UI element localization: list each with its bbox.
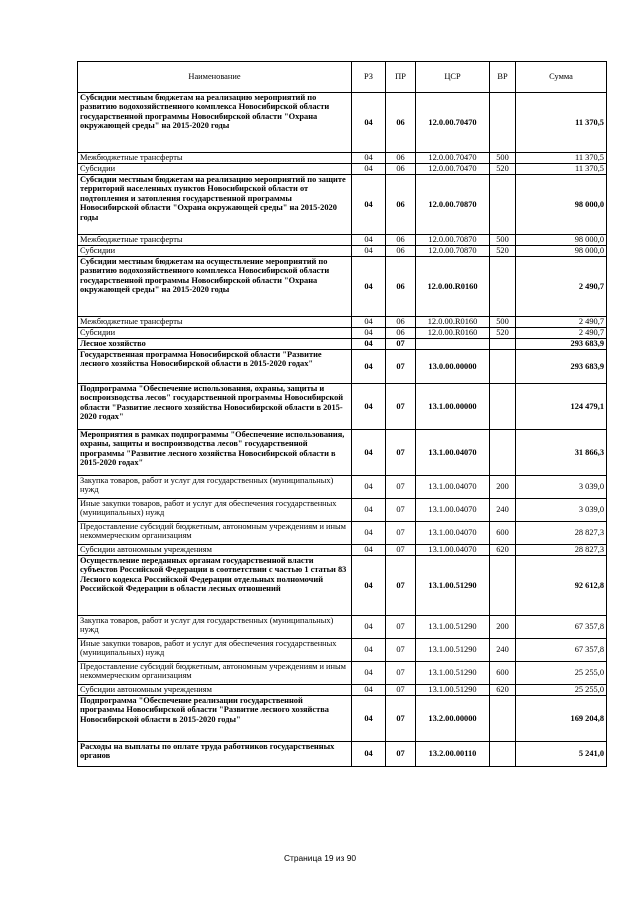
cell-name: Субсидии: [78, 328, 352, 339]
table-row: [78, 556, 607, 616]
cell-name: Субсидии автономным учреждениям: [78, 685, 352, 696]
cell-sum: 28 827,3: [516, 522, 607, 545]
cell-csr: 13.1.00.04070: [416, 476, 490, 499]
cell-name: Субсидии: [78, 246, 352, 257]
cell-pr: 07: [386, 476, 416, 499]
cell-pr: 06: [386, 175, 416, 235]
cell-name: Субсидии: [78, 164, 352, 175]
header-row: [78, 62, 607, 93]
table-row: [78, 662, 607, 685]
cell-pr: 06: [386, 317, 416, 328]
cell-rz: 04: [352, 662, 386, 685]
cell-rz: 04: [352, 742, 386, 767]
cell-csr: 12.0.00.70870: [416, 246, 490, 257]
cell-pr: 07: [386, 430, 416, 476]
cell-sum: 25 255,0: [516, 662, 607, 685]
budget-table: [77, 61, 607, 767]
cell-sum: 124 479,1: [516, 384, 607, 430]
table-row: [78, 639, 607, 662]
cell-rz: 04: [352, 257, 386, 317]
cell-name: Мероприятия в рамках подпрограммы "Обеспечение использования, охраны, защиты и воспроизводства лесов" государственной программы "Развитие лесного хозяйства Новосибирской области в 2015-2020 годах": [78, 430, 352, 476]
cell-vr: [490, 556, 516, 616]
cell-vr: 200: [490, 616, 516, 639]
header-vr: ВР: [490, 62, 516, 93]
cell-rz: 04: [352, 499, 386, 522]
cell-vr: [490, 257, 516, 317]
table-row: [78, 499, 607, 522]
cell-name: Субсидии автономным учреждениям: [78, 545, 352, 556]
table-row: [78, 317, 607, 328]
cell-pr: 07: [386, 339, 416, 350]
table-row: [78, 476, 607, 499]
cell-name: Подпрограмма "Обеспечение реализации государственной программы Новосибирской области "Развитие лесного хозяйства Новосибирской области в 2015-2020 годы": [78, 696, 352, 742]
cell-vr: 240: [490, 639, 516, 662]
cell-pr: 06: [386, 93, 416, 153]
cell-vr: [490, 339, 516, 350]
table-row: [78, 328, 607, 339]
cell-pr: 07: [386, 545, 416, 556]
cell-pr: 06: [386, 153, 416, 164]
cell-pr: 07: [386, 685, 416, 696]
cell-csr: 12.0.00.R0160: [416, 328, 490, 339]
header-csr: ЦСР: [416, 62, 490, 93]
header-pr: ПР: [386, 62, 416, 93]
cell-sum: 98 000,0: [516, 175, 607, 235]
cell-name: Предоставление субсидий бюджетным, автономным учреждениям и иным некоммерческим организациям: [78, 522, 352, 545]
cell-csr: 13.0.00.00000: [416, 350, 490, 384]
cell-sum: 293 683,9: [516, 350, 607, 384]
cell-rz: 04: [352, 545, 386, 556]
cell-sum: 2 490,7: [516, 328, 607, 339]
cell-sum: 3 039,0: [516, 476, 607, 499]
header-sum: Сумма: [516, 62, 607, 93]
cell-vr: 620: [490, 545, 516, 556]
cell-rz: 04: [352, 153, 386, 164]
cell-pr: 07: [386, 522, 416, 545]
cell-vr: [490, 384, 516, 430]
cell-name: Лесное хозяйство: [78, 339, 352, 350]
cell-sum: 67 357,8: [516, 616, 607, 639]
page-number: Страница 19 из 90: [283, 853, 357, 863]
cell-name: Субсидии местным бюджетам на реализацию мероприятий по защите территорий населенных пунктов Новосибирской области от подтопления и затопления государственной программы Новосибирской области "Охрана окружающей среды" на 2015-2020 годы: [78, 175, 352, 235]
cell-csr: 13.1.00.04070: [416, 499, 490, 522]
cell-rz: 04: [352, 350, 386, 384]
cell-vr: 600: [490, 662, 516, 685]
cell-sum: 2 490,7: [516, 257, 607, 317]
table-row: [78, 696, 607, 742]
cell-vr: 520: [490, 164, 516, 175]
cell-vr: [490, 742, 516, 767]
cell-sum: 5 241,0: [516, 742, 607, 767]
cell-name: Предоставление субсидий бюджетным, автономным учреждениям и иным некоммерческим организациям: [78, 662, 352, 685]
cell-csr: 13.1.00.51290: [416, 662, 490, 685]
cell-pr: 06: [386, 328, 416, 339]
cell-pr: 06: [386, 257, 416, 317]
table-row: [78, 742, 607, 767]
cell-rz: 04: [352, 93, 386, 153]
cell-sum: 293 683,9: [516, 339, 607, 350]
cell-csr: 13.1.00.04070: [416, 522, 490, 545]
cell-name: Субсидии местным бюджетам на реализацию мероприятий по развитию водохозяйственного комплекса Новосибирской области государственной программы Новосибирской области "Охрана окружающей среды" на 2015-2020 годы: [78, 93, 352, 153]
cell-rz: 04: [352, 328, 386, 339]
cell-sum: 169 204,8: [516, 696, 607, 742]
cell-csr: 12.0.00.70870: [416, 235, 490, 246]
cell-name: Межбюджетные трансферты: [78, 153, 352, 164]
cell-csr: 12.0.00.70470: [416, 164, 490, 175]
cell-vr: 500: [490, 153, 516, 164]
cell-name: Государственная программа Новосибирской области "Развитие лесного хозяйства Новосибирской области в 2015-2020 годах": [78, 350, 352, 384]
table-row: [78, 545, 607, 556]
cell-sum: 25 255,0: [516, 685, 607, 696]
cell-sum: 11 370,5: [516, 164, 607, 175]
table-row: [78, 522, 607, 545]
cell-vr: 200: [490, 476, 516, 499]
cell-rz: 04: [352, 339, 386, 350]
cell-sum: 3 039,0: [516, 499, 607, 522]
cell-csr: [416, 339, 490, 350]
table-row: [78, 235, 607, 246]
cell-pr: 07: [386, 499, 416, 522]
cell-vr: [490, 93, 516, 153]
cell-sum: 98 000,0: [516, 246, 607, 257]
cell-vr: 620: [490, 685, 516, 696]
cell-name: Закупка товаров, работ и услуг для государственных (муниципальных) нужд: [78, 476, 352, 499]
header-name: Наименование: [78, 62, 352, 93]
cell-vr: 520: [490, 328, 516, 339]
cell-rz: 04: [352, 164, 386, 175]
table-body: [78, 93, 607, 767]
cell-rz: 04: [352, 616, 386, 639]
cell-csr: 12.0.00.70470: [416, 153, 490, 164]
cell-sum: 11 370,5: [516, 153, 607, 164]
cell-rz: 04: [352, 317, 386, 328]
cell-rz: 04: [352, 430, 386, 476]
table-row: [78, 164, 607, 175]
cell-rz: 04: [352, 476, 386, 499]
table-row: [78, 616, 607, 639]
cell-name: Закупка товаров, работ и услуг для государственных (муниципальных) нужд: [78, 616, 352, 639]
cell-pr: 07: [386, 742, 416, 767]
cell-sum: 11 370,5: [516, 93, 607, 153]
cell-csr: 12.0.00.70870: [416, 175, 490, 235]
cell-csr: 13.1.00.00000: [416, 384, 490, 430]
cell-pr: 06: [386, 235, 416, 246]
cell-name: Подпрограмма "Обеспечение использования, охраны, защиты и воспроизводства лесов" государственной программы Новосибирской области "Развитие лесного хозяйства Новосибирской области в 2015-2020 годах": [78, 384, 352, 430]
table-row: [78, 384, 607, 430]
cell-sum: 2 490,7: [516, 317, 607, 328]
cell-pr: 07: [386, 384, 416, 430]
cell-rz: 04: [352, 235, 386, 246]
cell-csr: 13.1.00.51290: [416, 616, 490, 639]
cell-name: Иные закупки товаров, работ и услуг для обеспечения государственных (муниципальных) нужд: [78, 639, 352, 662]
cell-name: Иные закупки товаров, работ и услуг для обеспечения государственных (муниципальных) нужд: [78, 499, 352, 522]
cell-name: Субсидии местным бюджетам на осуществление мероприятий по развитию водохозяйственного комплекса Новосибирской области государственной программы Новосибирской области "Охрана окружающей среды" на 2015-2020 годы: [78, 257, 352, 317]
cell-vr: [490, 430, 516, 476]
cell-name: Межбюджетные трансферты: [78, 317, 352, 328]
table-row: [78, 175, 607, 235]
cell-vr: [490, 350, 516, 384]
cell-rz: 04: [352, 696, 386, 742]
table-row: [78, 430, 607, 476]
table-row: [78, 339, 607, 350]
cell-name: Межбюджетные трансферты: [78, 235, 352, 246]
cell-pr: 06: [386, 164, 416, 175]
cell-sum: 67 357,8: [516, 639, 607, 662]
cell-vr: 240: [490, 499, 516, 522]
cell-csr: 13.1.00.51290: [416, 556, 490, 616]
table-row: [78, 153, 607, 164]
cell-vr: 500: [490, 317, 516, 328]
table-row: [78, 685, 607, 696]
cell-pr: 07: [386, 350, 416, 384]
cell-csr: 13.2.00.00110: [416, 742, 490, 767]
cell-vr: 520: [490, 246, 516, 257]
cell-name: Осуществление переданных органам государственной власти субъектов Российской Федерации в соответствии с частью 1 статьи 83 Лесного кодекса Российской Федерации отдельных полномочий Российской Федерации в области лесных отношений: [78, 556, 352, 616]
cell-name: Расходы на выплаты по оплате труда работников государственных органов: [78, 742, 352, 767]
header-rz: РЗ: [352, 62, 386, 93]
table-row: [78, 246, 607, 257]
cell-csr: 12.0.00.R0160: [416, 317, 490, 328]
cell-csr: 13.1.00.51290: [416, 685, 490, 696]
cell-pr: 07: [386, 556, 416, 616]
cell-vr: [490, 175, 516, 235]
table-row: [78, 350, 607, 384]
cell-pr: 06: [386, 246, 416, 257]
cell-csr: 13.2.00.00000: [416, 696, 490, 742]
cell-csr: 13.1.00.04070: [416, 545, 490, 556]
cell-sum: 98 000,0: [516, 235, 607, 246]
cell-rz: 04: [352, 639, 386, 662]
cell-rz: 04: [352, 175, 386, 235]
cell-csr: 13.1.00.51290: [416, 639, 490, 662]
cell-rz: 04: [352, 522, 386, 545]
cell-pr: 07: [386, 616, 416, 639]
cell-pr: 07: [386, 662, 416, 685]
cell-vr: 600: [490, 522, 516, 545]
cell-rz: 04: [352, 384, 386, 430]
cell-csr: 13.1.00.04070: [416, 430, 490, 476]
cell-csr: 12.0.00.70470: [416, 93, 490, 153]
cell-rz: 04: [352, 685, 386, 696]
cell-vr: 500: [490, 235, 516, 246]
cell-rz: 04: [352, 246, 386, 257]
cell-pr: 07: [386, 696, 416, 742]
cell-rz: 04: [352, 556, 386, 616]
cell-sum: 31 866,3: [516, 430, 607, 476]
cell-vr: [490, 696, 516, 742]
cell-csr: 12.0.00.R0160: [416, 257, 490, 317]
cell-sum: 92 612,8: [516, 556, 607, 616]
table-row: [78, 257, 607, 317]
cell-sum: 28 827,3: [516, 545, 607, 556]
table-row: [78, 93, 607, 153]
cell-pr: 07: [386, 639, 416, 662]
